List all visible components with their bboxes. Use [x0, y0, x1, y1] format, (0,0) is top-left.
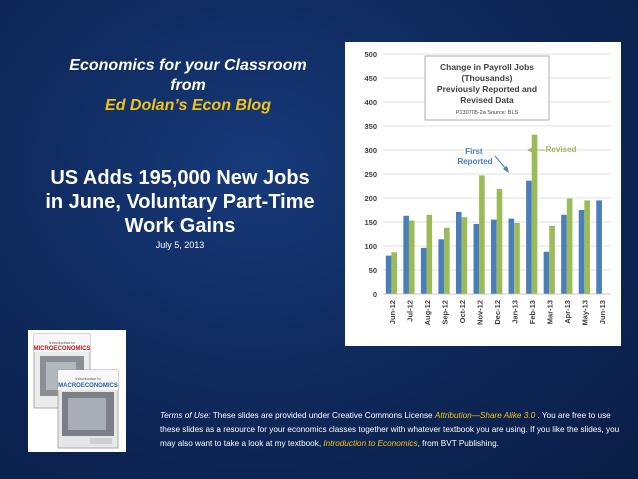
terms-text-1: These slides are provided under Creative Commons License — [210, 411, 435, 420]
chart-panel — [345, 42, 621, 346]
y-tick-label: 450 — [364, 74, 377, 83]
terms-of-use — [160, 409, 628, 451]
terms-text-3: , from BVT Publishing. — [417, 439, 499, 448]
y-tick-label: 300 — [364, 146, 377, 155]
chart-title-line-4: Revised Data — [460, 95, 514, 105]
bar-first-reported — [526, 181, 532, 294]
title-line-2: in June, Voluntary Part-Time — [45, 191, 315, 213]
x-tick-label: Aug-12 — [422, 300, 432, 326]
y-tick-label: 0 — [372, 290, 377, 299]
y-tick-label: 100 — [364, 242, 377, 251]
x-tick-label: Feb-13 — [528, 300, 538, 325]
slide-date: July 5, 2013 — [155, 240, 205, 250]
x-tick-label: Jun-13 — [598, 300, 608, 325]
textbook-covers — [28, 330, 126, 452]
textbook-link[interactable]: Introduction to Economics — [323, 439, 418, 448]
x-tick-label: Mar-13 — [545, 300, 555, 325]
chart-title-line-2: (Thousands) — [461, 73, 513, 83]
bar-revised — [549, 226, 555, 294]
y-tick-label: 250 — [364, 170, 377, 179]
title-line-3: Work Gains — [124, 215, 236, 237]
bar-first-reported — [473, 224, 479, 294]
x-tick-label: Oct-12 — [457, 300, 467, 324]
bar-first-reported — [421, 248, 427, 294]
terms-label: Terms of Use: — [160, 411, 211, 420]
bar-revised — [532, 135, 538, 294]
bar-revised — [426, 215, 432, 294]
bar-revised — [391, 252, 397, 294]
macro-title: MACROECONOMICS — [58, 383, 118, 389]
x-tick-label: May-13 — [580, 300, 590, 326]
bar-first-reported — [386, 256, 392, 294]
bar-revised — [514, 223, 520, 294]
header-line-1: Economics for your Classroom — [69, 57, 307, 74]
bar-revised — [479, 175, 485, 294]
bar-first-reported — [561, 215, 567, 294]
x-tick-label: Dec-12 — [493, 300, 502, 325]
chart-source: P130705-2a Source: BLS — [455, 110, 519, 116]
bar-first-reported — [438, 239, 444, 294]
bar-first-reported — [544, 252, 550, 294]
header-line-2: from — [170, 77, 206, 94]
x-tick-label: Jan-13 — [510, 300, 520, 324]
bar-revised — [567, 198, 573, 294]
x-tick-label: Jul-12 — [405, 300, 415, 322]
bar-first-reported — [403, 216, 409, 294]
bar-first-reported — [491, 220, 497, 294]
bar-revised — [462, 217, 468, 294]
terms-text-2: . You are free to use these slides as a resource for your economics classes together with whatever textbook you are using. If you like the slides, you may also want to take a look at my textbook, — [160, 411, 620, 448]
y-tick-label: 200 — [364, 194, 377, 203]
y-tick-label: 150 — [364, 218, 377, 227]
title-line-1: US Adds 195,000 New Jobs — [50, 167, 310, 189]
annotation-revised: Revised — [545, 145, 577, 154]
x-tick-label: Nov-12 — [475, 300, 485, 326]
bar-revised — [409, 221, 415, 294]
chart-title-line-3: Previously Reported and — [436, 84, 538, 94]
slide-title — [14, 166, 346, 238]
annotation-first-reported: First Reported — [457, 147, 493, 166]
macro-small: Introduction to — [75, 376, 101, 381]
y-tick-label: 350 — [364, 122, 377, 131]
y-tick-label: 500 — [364, 50, 377, 59]
x-tick-label: Apr-13 — [563, 300, 573, 324]
bar-first-reported — [579, 210, 585, 294]
bar-first-reported — [509, 219, 515, 294]
micro-title: MICROECONOMICS — [33, 346, 91, 352]
blog-name: Ed Dolan’s Econ Blog — [105, 97, 271, 114]
y-tick-label: 400 — [364, 98, 377, 107]
y-tick-label: 50 — [368, 266, 377, 275]
micro-small: Introduction to — [49, 340, 75, 345]
bar-revised — [497, 189, 503, 294]
bar-first-reported — [456, 212, 462, 294]
bar-revised — [584, 200, 590, 294]
x-tick-label: Jun-12 — [387, 300, 397, 325]
x-tick-label: Sep-12 — [440, 300, 450, 325]
slide-header — [38, 56, 338, 116]
chart-title-line-1: Change in Payroll Jobs — [440, 62, 534, 72]
bar-revised — [444, 228, 450, 294]
license-link[interactable]: Attribution—Share Alike 3.0 — [434, 411, 536, 420]
bar-first-reported — [596, 200, 602, 294]
payroll-chart — [345, 42, 621, 346]
